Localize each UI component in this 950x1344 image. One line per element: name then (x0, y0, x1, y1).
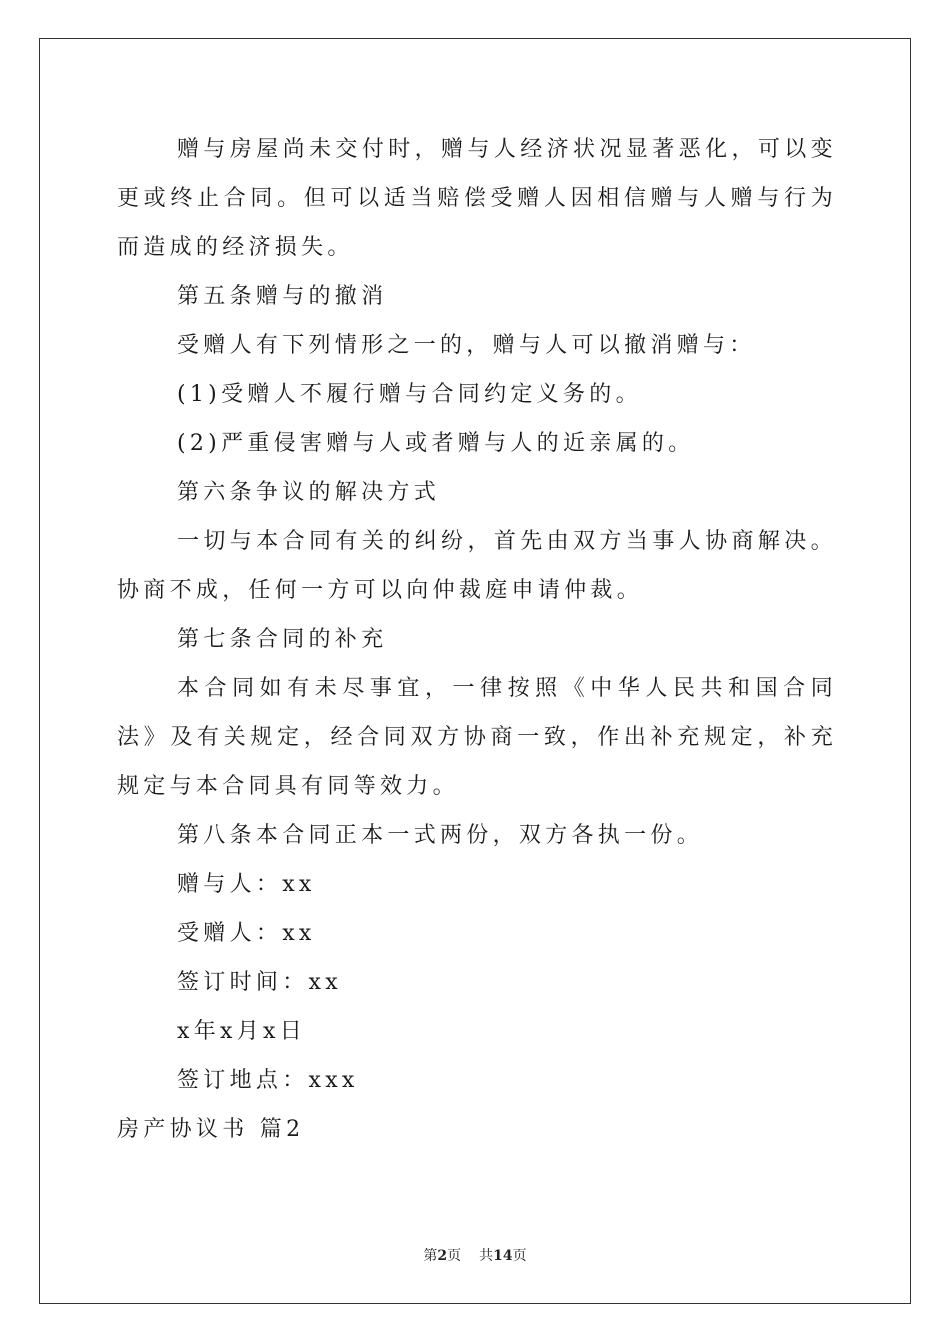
paragraph-gift-termination: 赠与房屋尚未交付时，赠与人经济状况显著恶化，可以变更或终止合同。但可以适当赔偿受赠人因相信赠与人赠与行为而造成的经济损失。 (117, 137, 837, 260)
page-number: 2 (437, 1248, 448, 1264)
paragraph-revocation-intro: 受赠人有下列情形之一的，赠与人可以撤消赠与： (177, 333, 756, 358)
page-prefix: 第 (423, 1248, 438, 1264)
signature-donor: 赠与人：xx (177, 872, 316, 897)
page-suffix: 页 (447, 1248, 462, 1264)
total-prefix: 共 (479, 1248, 494, 1264)
paragraph-dispute-resolution: 一切与本合同有关的纠纷，首先由双方当事人协商解决。协商不成，任何一方可以向仲裁庭申请仲裁。 (117, 529, 837, 603)
total-suffix: 页 (512, 1248, 527, 1264)
page-footer (0, 1246, 950, 1266)
heading-article-7: 第七条合同的补充 (177, 627, 388, 652)
total-pages: 14 (493, 1248, 513, 1264)
next-section-heading: 房产协议书 篇2 (117, 1117, 305, 1142)
list-item-revocation-2: (2)严重侵害赠与人或者赠与人的近亲属的。 (177, 431, 695, 456)
document-body (117, 125, 837, 1154)
heading-article-5: 第五条赠与的撤消 (177, 284, 388, 309)
list-item-revocation-1: (1)受赠人不履行赠与合同约定义务的。 (177, 382, 642, 407)
signature-donee: 受赠人：xx (177, 921, 316, 946)
heading-article-8: 第八条本合同正本一式两份，双方各执一份。 (177, 823, 704, 848)
paragraph-supplement: 本合同如有未尽事宜，一律按照《中华人民共和国合同法》及有关规定，经合同双方协商一致，作出补充规定，补充规定与本合同具有同等效力。 (117, 676, 837, 799)
signing-place: 签订地点：xxx (177, 1068, 359, 1093)
signing-date: x年x月x日 (177, 1019, 307, 1044)
signing-time: 签订时间：xx (177, 970, 342, 995)
heading-article-6: 第六条争议的解决方式 (177, 480, 441, 505)
